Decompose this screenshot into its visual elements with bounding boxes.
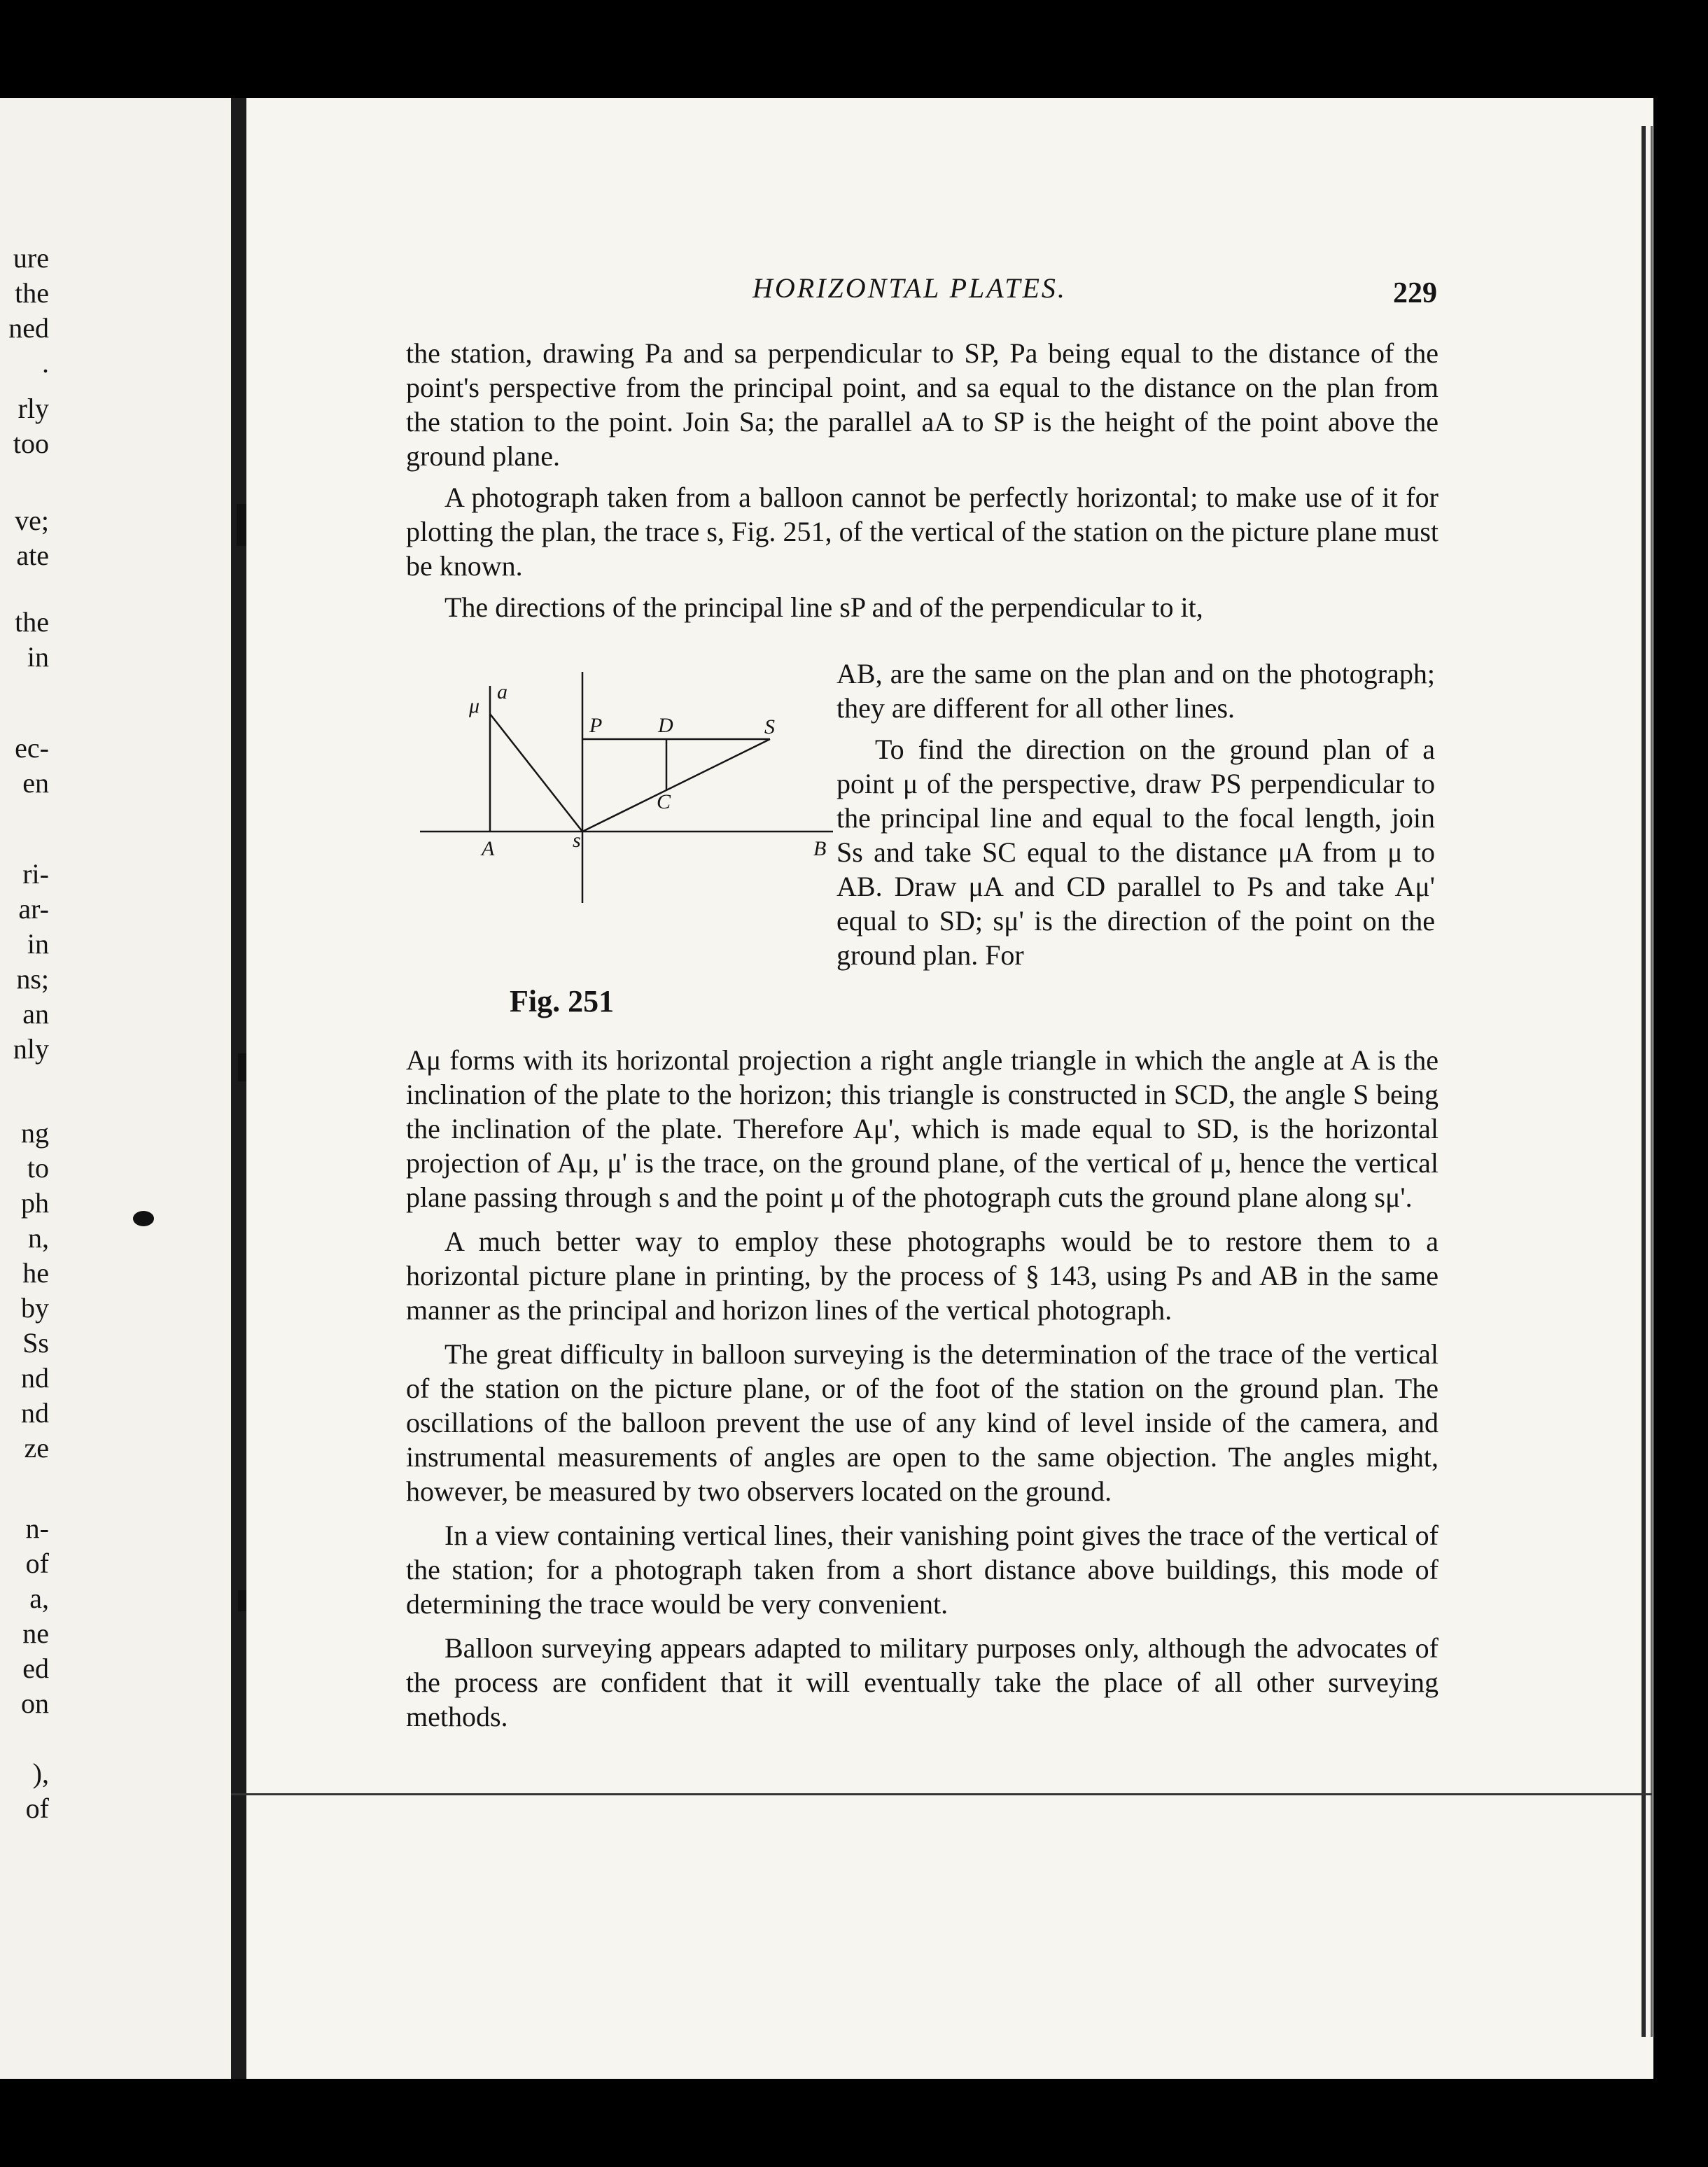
margin-fragment: ph — [21, 1187, 49, 1219]
margin-fragment: nly — [13, 1033, 49, 1065]
book-gutter — [231, 98, 246, 2079]
label-B: B — [813, 837, 827, 860]
margin-fragment: in — [27, 641, 49, 673]
paragraph: the station, drawing Pa and sa perpendicular to SP, Pa being equal to the distance of the point's perspective from the principal point, and sa equal to the distance on the plan from the station to the point. Join Sa; the parallel aA to SP is the height of the point above the ground plane. — [406, 337, 1438, 472]
text-lower — [406, 1043, 1438, 1744]
margin-fragment: nd — [21, 1362, 49, 1394]
label-mu: μ — [469, 694, 480, 717]
margin-fragment: in — [27, 928, 49, 960]
scan-line — [231, 1793, 1652, 1795]
text-beside-figure — [836, 657, 1435, 979]
page-edge — [1651, 126, 1653, 2037]
margin-fragment: of — [25, 1548, 49, 1579]
left-page-fragment — [0, 98, 231, 2079]
margin-fragment: an — [22, 998, 49, 1030]
margin-fragment: ned — [8, 312, 49, 344]
margin-fragment: to — [27, 1152, 49, 1184]
margin-fragment: ed — [22, 1653, 49, 1684]
margin-fragment: ne — [22, 1618, 49, 1649]
gutter-mark — [238, 1590, 246, 1611]
margin-fragment: nd — [21, 1397, 49, 1429]
margin-fragment: he — [22, 1257, 49, 1289]
margin-fragment: the — [15, 277, 49, 309]
margin-fragment: ng — [21, 1117, 49, 1149]
paragraph: Balloon surveying appears adapted to military purposes only, although the advocates of the process are confident that it will eventually take the place of all other surveying methods. — [406, 1632, 1438, 1732]
margin-fragment: ri- — [22, 858, 49, 890]
margin-fragment: n- — [25, 1513, 49, 1544]
margin-fragment: ec- — [15, 732, 49, 764]
paragraph: In a view containing vertical lines, their vanishing point gives the trace of the vertical of the station; for a photograph taken from a short distance above buildings, this mode of determining the trace would be very convenient. — [406, 1520, 1438, 1620]
margin-fragment: a, — [29, 1583, 49, 1614]
label-D: D — [658, 714, 673, 737]
label-S: S — [764, 715, 775, 738]
margin-fragment: ns; — [16, 963, 49, 995]
margin-fragment: the — [15, 606, 49, 638]
label-P: P — [589, 714, 603, 737]
margin-fragment: by — [21, 1292, 49, 1324]
margin-fragment: ), — [32, 1758, 49, 1789]
margin-fragment: . — [42, 347, 49, 379]
paragraph: The great difficulty in balloon surveying is the determination of the trace of the vertical of the station on the picture plane, or of the foot of the station on the ground plan. The oscillations of the balloon prevent the use of any kind of level inside of the camera, and instrumental measurements of angles are open to the same objection. The angles might, however, be measured by two observers located on the ground. — [406, 1338, 1438, 1507]
margin-fragment: rly — [18, 393, 49, 424]
margin-fragment: ar- — [18, 893, 49, 925]
figure-251-diagram — [420, 672, 833, 924]
margin-fragment: of — [25, 1793, 49, 1824]
label-a: a — [497, 680, 507, 703]
figure-caption: Fig. 251 — [510, 984, 615, 1018]
margin-fragment: en — [22, 767, 49, 799]
running-title: HORIZONTAL PLATES. — [752, 272, 1067, 304]
label-A: A — [482, 837, 495, 860]
paragraph: A photograph taken from a balloon cannot be perfectly horizontal; to make use of it for plotting the plan, the trace s, Fig. 251, of the vertical of the station on the picture plane must be known. — [406, 482, 1438, 582]
margin-fragment: too — [13, 428, 49, 459]
paragraph: Aμ forms with its horizontal projection a right angle triangle in which the angle at A is the inclination of the plate to the horizon; this triangle is constructed in SCD, the angle S being the inclination of the plate. Therefore Aμ', which is made equal to SD, is the horizontal projection of Aμ, μ' is the trace, on the ground plane, of the vertical of μ, hence the vertical plane passing through s and the point μ of the photograph cuts the ground plane along sμ'. — [406, 1044, 1438, 1213]
margin-fragment: on — [21, 1688, 49, 1719]
margin-fragment: Ss — [22, 1327, 49, 1359]
margin-fragment: ze — [24, 1432, 49, 1464]
margin-fragment: ure — [13, 242, 49, 274]
paragraph: AB, are the same on the plan and on the photograph; they are different for all other lines. — [836, 658, 1435, 724]
paragraph: To find the direction on the ground plan of a point μ of the perspective, draw PS perpendicular to the principal line and equal to the focal length, join Ss and take SC equal to the distance μA from μ to AB. Draw μA and CD parallel to Ps and take Aμ' equal to SD; sμ' is the direction of the point on the ground plan. For — [836, 734, 1435, 971]
text-top — [406, 336, 1438, 631]
label-C: C — [657, 790, 671, 813]
page-edge — [1642, 126, 1646, 2037]
margin-fragment: ate — [16, 540, 49, 571]
paragraph: A much better way to employ these photographs would be to restore them to a horizontal picture plane in printing, by the process of § 143, using Ps and AB in the same manner as the principal and horizon lines of the vertical photograph. — [406, 1226, 1438, 1326]
margin-fragment: ve; — [15, 505, 49, 536]
paragraph: The directions of the principal line sP and of the perpendicular to it, — [444, 591, 1203, 623]
page-number: 229 — [1393, 277, 1437, 309]
gutter-mark — [238, 1053, 246, 1081]
label-s: s — [573, 829, 581, 852]
gutter-mark — [237, 504, 246, 546]
margin-fragment: n, — [28, 1222, 49, 1254]
ink-blot — [133, 1211, 154, 1226]
